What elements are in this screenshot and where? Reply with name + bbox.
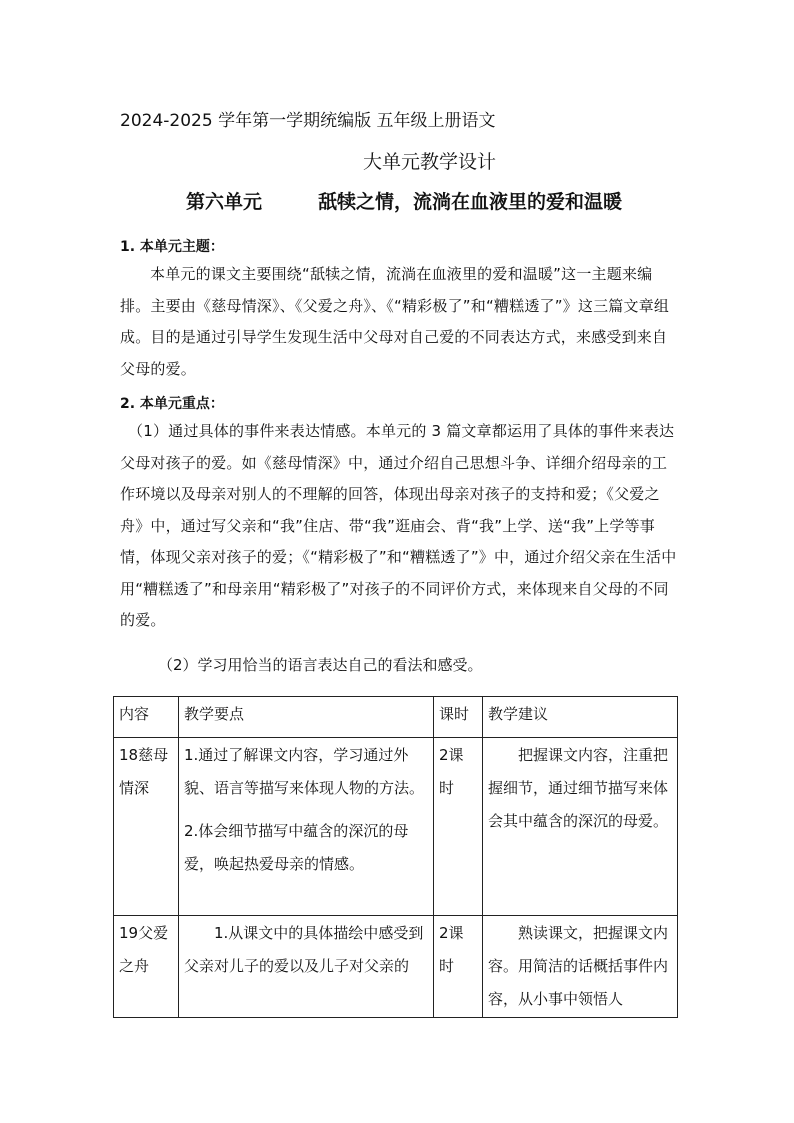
- unit-title: [186, 187, 622, 214]
- teaching-points-cell: [179, 916, 434, 1018]
- lesson-name-cell: 19父爱之舟: [114, 916, 179, 1018]
- teaching-point: 2.体会细节描写中蕴含的深沉的母爱，唤起热爱母亲的情感。: [184, 822, 409, 873]
- teaching-point: 1.通过了解课文内容，学习通过外貌、语言等描写来体现人物的方法。: [184, 746, 425, 797]
- document-header: 2024-2025 学年第一学期统编版 五年级上册语文: [120, 111, 496, 131]
- header-cell: 教学建议: [483, 697, 678, 738]
- section2-point1: （1）通过具体的事件来表达情感。本单元的 3 篇文章都运用了具体的事件来表达父母对孩子的爱。如《慈母情深》中，通过介绍自己思想斗争、详细介绍母亲的工作环境以及母亲对别人的不理解的回答，体现出母亲对孩子的支持和爱；《父爱之舟》中，通过写父亲和“我”住店、带“我”逛庙会、背“我”上学、送“我”上学等事情，体现父亲对孩子的爱；《“精彩极了”和“糟糕透了”》中，通过介绍父亲在生活中用“糟糕透了”和母亲用“精彩极了”对孩子的不同评价方式，来体现来自父母的不同的爱。: [120, 422, 677, 629]
- section1-heading: 1. 本单元主题：: [120, 239, 224, 255]
- header-cell: 内容: [114, 697, 179, 738]
- header-cell: 课时: [434, 697, 483, 738]
- lesson-hours-cell: 2课时: [434, 738, 483, 916]
- table-row: [114, 916, 678, 1018]
- document-title: 大单元教学设计: [363, 151, 497, 173]
- teaching-points-cell: [179, 738, 434, 916]
- table-header-row: [114, 697, 678, 738]
- table-row: [114, 738, 678, 916]
- section1-text: 本单元的课文主要围绕“舐犊之情，流淌在血液里的爱和温暖”这一主题来编排。主要由《慈母情深》、《父爱之舟》、《“精彩极了”和“糟糕透了”》这三篇文章组成。目的是通过引导学生发现生活中父母对自己爱的不同表达方式，来感受到来自父母的爱。: [120, 265, 670, 378]
- section2-point2: （2）学习用恰当的语言表达自己的看法和感受。: [158, 656, 483, 674]
- unit-theme: 舐犊之情，流淌在血液里的爱和温暖: [318, 191, 623, 213]
- teaching-suggestion-cell: 熟读课文，把握课文内容。用简洁的话概括事件内容，从小事中领悟人: [483, 916, 678, 1018]
- lesson-plan-table: [113, 696, 678, 1018]
- lesson-name-cell: 18慈母情深: [114, 738, 179, 916]
- teaching-suggestion-cell: 把握课文内容，注重把握细节，通过细节描写来体会其中蕴含的深沉的母爱。: [483, 738, 678, 916]
- section2-heading: 2. 本单元重点：: [120, 396, 224, 412]
- unit-number: 第六单元: [186, 191, 263, 213]
- teaching-point: 1.从课文中的具体描绘中感受到父亲对儿子的爱以及儿子对父亲的: [184, 924, 424, 975]
- header-cell: 教学要点: [179, 697, 434, 738]
- lesson-hours-cell: 2课时: [434, 916, 483, 1018]
